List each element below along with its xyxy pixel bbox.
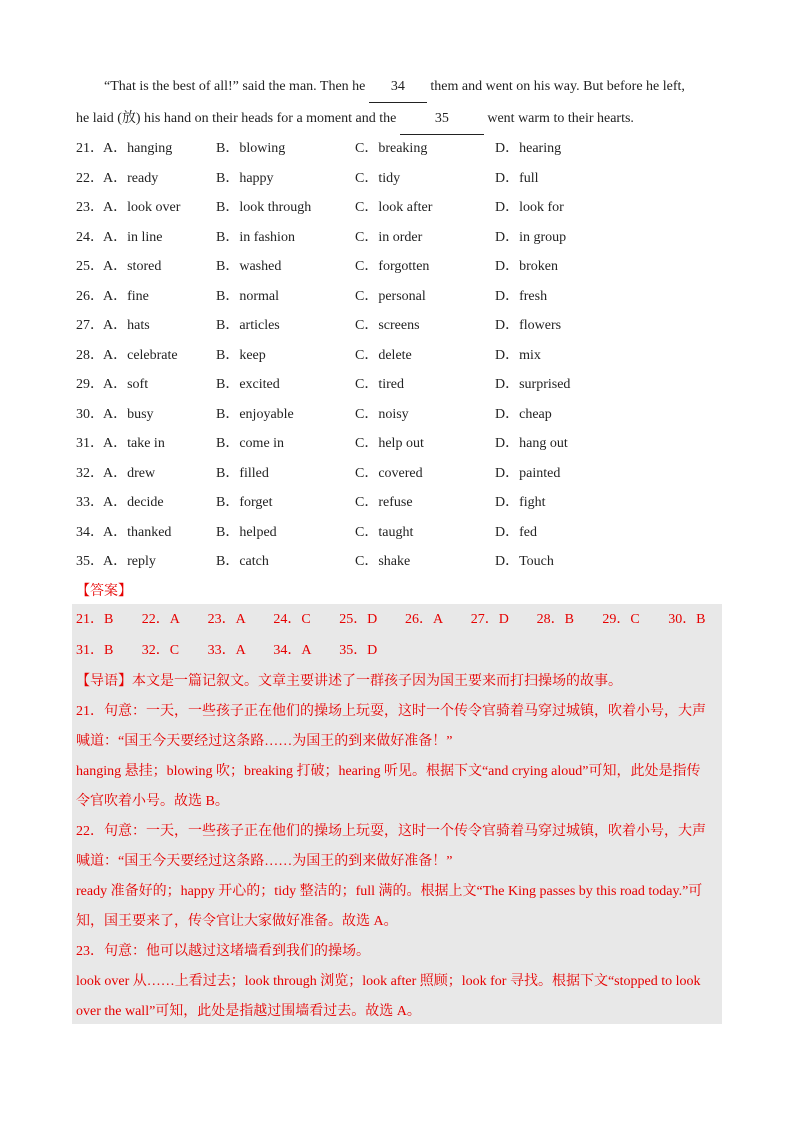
option-d: D．fresh <box>495 288 548 304</box>
answer-item: 29．C <box>602 612 640 627</box>
option-b: B．forget <box>216 495 273 510</box>
option-c: C．screens <box>355 318 420 333</box>
option-a: A．hats <box>103 318 150 333</box>
passage-text: he laid (放) his hand on their heads for a moment and the <box>76 111 400 126</box>
answer-item: 35．D <box>339 643 378 658</box>
question-number: 25． <box>76 259 104 274</box>
explanation-text <box>76 667 722 1027</box>
option-b: B．keep <box>216 347 266 363</box>
option-b: B．articles <box>216 318 280 333</box>
answer-item: 28．B <box>536 612 574 627</box>
answer-item: 33．A <box>207 643 246 658</box>
answer-item: 26．A <box>405 612 444 627</box>
option-c: C．tired <box>355 377 404 392</box>
option-c: C．look after <box>355 200 433 215</box>
q21-line: hanging 悬挂；blowing 吹；breaking 打破；hearing 听见。根据下文“and crying aloud”可知，此处是指传 <box>76 764 701 779</box>
option-a: A．look over <box>103 200 181 215</box>
answer-item: 32．C <box>141 643 180 658</box>
q23-line: 23．句意：他可以越过这堵墙看到我们的操场。 <box>76 944 370 959</box>
option-d: D．hearing <box>495 141 562 156</box>
option-b: B．in fashion <box>216 229 295 245</box>
option-b: B．come in <box>216 436 285 451</box>
q23-line: look over 从……上看过去；look through 浏览；look after 照顾；look for 寻找。根据下文“stopped to look <box>76 974 701 989</box>
question-number: 35． <box>76 554 104 569</box>
option-d: D．fed <box>495 524 537 540</box>
option-a: A．thanked <box>103 524 172 540</box>
answer-item: 23．A <box>207 612 246 627</box>
option-a: A．stored <box>103 259 162 274</box>
option-d: D．flowers <box>495 318 562 333</box>
answer-item: 25．D <box>339 612 378 627</box>
answer-item: 21．B <box>76 612 114 627</box>
option-a: A．reply <box>103 554 156 569</box>
blank-35: 35 <box>400 103 484 135</box>
option-d: D．mix <box>495 347 541 363</box>
question-number: 33． <box>76 495 104 510</box>
option-b: B．happy <box>216 170 274 186</box>
q21-line: 喊道：“国王今天要经过这条路……为国王的到来做好准备！” <box>76 734 453 749</box>
question-number: 28． <box>76 347 104 363</box>
option-d: D．surprised <box>495 377 571 392</box>
option-c: C．refuse <box>355 495 413 510</box>
option-b: B．normal <box>216 288 279 304</box>
option-a: A．hanging <box>103 141 173 156</box>
option-a: A．celebrate <box>103 347 178 363</box>
passage-line-2 <box>76 103 726 135</box>
option-d: D．broken <box>495 259 558 274</box>
option-d: D．fight <box>495 495 546 510</box>
answer-item: 31．B <box>76 643 114 658</box>
option-a: A．in line <box>103 229 163 245</box>
option-d: D．Touch <box>495 554 554 569</box>
option-b: B．excited <box>216 377 280 392</box>
question-number: 21． <box>76 141 104 156</box>
answer-item: 30．B <box>668 612 706 627</box>
q21-line: 21．句意：一天，一些孩子正在他们的操场上玩耍，这时一个传令官骑着马穿过城镇，吹着小号，大声 <box>76 704 706 719</box>
option-a: A．fine <box>103 288 149 304</box>
option-a: A．decide <box>103 495 164 510</box>
option-c: C．personal <box>355 288 426 304</box>
option-c: C．covered <box>355 465 423 481</box>
option-d: D．hang out <box>495 436 568 451</box>
question-number: 31． <box>76 436 104 451</box>
option-a: A．busy <box>103 406 154 422</box>
question-number: 29． <box>76 377 104 392</box>
option-c: C．taught <box>355 524 414 540</box>
option-b: B．helped <box>216 524 277 540</box>
answer-heading: 【答案】 <box>76 584 132 599</box>
q22-line: 喊道：“国王今天要经过这条路……为国王的到来做好准备！” <box>76 854 453 869</box>
option-a: A．soft <box>103 377 149 392</box>
question-number: 26． <box>76 288 104 304</box>
passage-line-1 <box>76 71 726 103</box>
option-c: C．forgotten <box>355 259 430 274</box>
answer-item: 27．D <box>470 612 509 627</box>
option-d: D．painted <box>495 465 561 481</box>
option-a: A．take in <box>103 436 165 451</box>
option-b: B．catch <box>216 554 269 569</box>
option-c: C．in order <box>355 229 423 245</box>
option-c: C．breaking <box>355 141 428 156</box>
passage-text: them and went on his way. But before he left, <box>426 79 685 94</box>
q22-line: ready 准备好的；happy 开心的；tidy 整洁的；full 满的。根据上文“The King passes by this road today.”可 <box>76 884 703 899</box>
q22-line: 知，国王要来了，传令官让大家做好准备。故选 A。 <box>76 914 398 929</box>
question-number: 24． <box>76 229 104 245</box>
option-d: D．cheap <box>495 406 552 422</box>
answer-item: 22．A <box>141 612 180 627</box>
question-number: 23． <box>76 200 104 215</box>
question-number: 30． <box>76 406 104 422</box>
intro-label: 【导语】 <box>76 674 132 689</box>
option-b: B．enjoyable <box>216 406 294 422</box>
option-d: D．look for <box>495 200 564 215</box>
option-b: B．filled <box>216 465 269 481</box>
question-number: 32． <box>76 465 104 481</box>
q21-line: 令官吹着小号。故选 B。 <box>76 794 229 809</box>
option-d: D．full <box>495 170 539 186</box>
intro-text: 本文是一篇记叙文。文章主要讲述了一群孩子因为国王要来而打扫操场的故事。 <box>132 674 622 689</box>
option-c: C．noisy <box>355 406 409 422</box>
blank-34: 34 <box>369 71 427 103</box>
passage-text: went warm to their hearts. <box>483 111 634 126</box>
option-c: C．help out <box>355 436 424 451</box>
option-b: B．blowing <box>216 141 286 156</box>
answer-item: 24．C <box>273 612 311 627</box>
option-d: D．in group <box>495 229 567 245</box>
question-number: 27． <box>76 318 104 333</box>
q23-line: over the wall”可知，此处是指越过围墙看过去。故选 A。 <box>76 1004 421 1019</box>
option-c: C．delete <box>355 347 412 363</box>
answer-item: 34．A <box>273 643 312 658</box>
option-a: A．ready <box>103 170 159 186</box>
question-number: 34． <box>76 524 104 540</box>
option-c: C．shake <box>355 554 411 569</box>
question-number: 22． <box>76 170 104 186</box>
intro-line <box>76 667 722 697</box>
option-b: B．look through <box>216 200 312 215</box>
passage-text: “That is the best of all!” said the man. Then he <box>104 79 369 94</box>
option-c: C．tidy <box>355 170 401 186</box>
passage-paragraph <box>76 71 726 135</box>
option-a: A．drew <box>103 465 156 481</box>
q22-line: 22．句意：一天，一些孩子正在他们的操场上玩耍，这时一个传令官骑着马穿过城镇，吹着小号，大声 <box>76 824 706 839</box>
option-b: B．washed <box>216 259 282 274</box>
